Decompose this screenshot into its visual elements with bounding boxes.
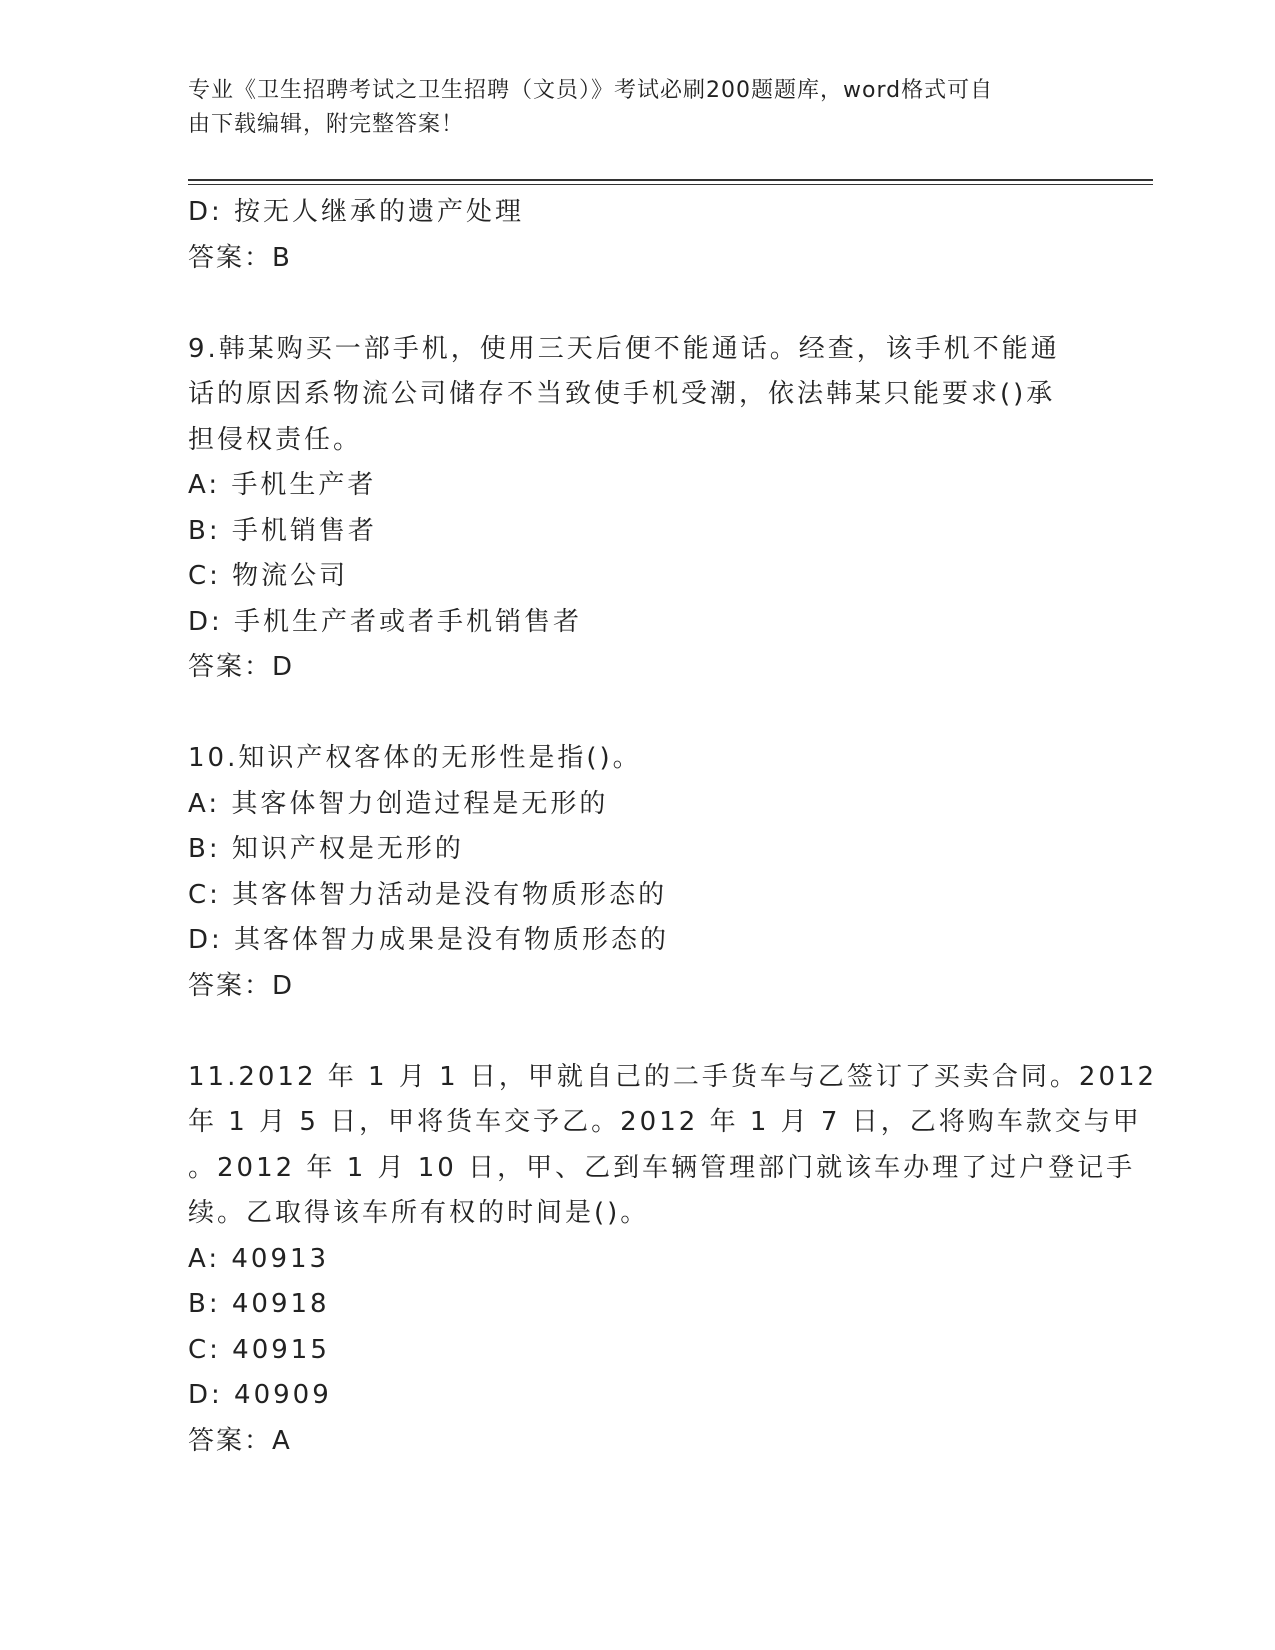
option-a: A: 40913 <box>188 1243 330 1274</box>
answer-line: 答案：A <box>188 1425 292 1456</box>
q8-option-d: D: 按无人继承的遗产处理 <box>188 197 525 227</box>
q8-answer: 答案：B <box>188 242 292 273</box>
answer-line: 答案：D <box>188 970 295 1001</box>
question-stem-line: 。2012 年 1 月 10 日，甲、乙到车辆管理部门就该车办理了过户登记手 <box>188 1152 1136 1183</box>
question-stem-line: 11.2012 年 1 月 1 日，甲就自己的二手货车与乙签订了买卖合同。2012 <box>188 1061 1158 1092</box>
spacer <box>188 281 1088 327</box>
question-block <box>188 1055 1158 1465</box>
option-b: B: 手机销售者 <box>188 515 377 546</box>
question-block <box>188 736 1088 1009</box>
answer-line: 答案：D <box>188 652 295 682</box>
question-stem-line: 10.知识产权客体的无形性是指()。 <box>188 743 642 773</box>
spacer <box>188 1009 1088 1055</box>
option-c: C: 物流公司 <box>188 561 349 591</box>
document-body <box>188 190 1158 1464</box>
option-c: C: 40915 <box>188 1334 330 1365</box>
question-stem-line: 年 1 月 5 日，甲将货车交予乙。2012 年 1 月 7 日，乙将购车款交与甲 <box>188 1107 1142 1137</box>
header-line-1: 专业《卫生招聘考试之卫生招聘（文员）》考试必刷200题题库，word格式可自 <box>188 78 994 103</box>
header-line-2: 由下载编辑，附完整答案！ <box>188 112 465 137</box>
question-stem-line: 话的原因系物流公司储存不当致使手机受潮，依法韩某只能要求()承 <box>188 379 1056 409</box>
header-divider-thin <box>188 184 1153 185</box>
question-block <box>188 327 1088 691</box>
question-stem-line: 续。乙取得该车所有权的时间是()。 <box>188 1198 650 1228</box>
option-d: D: 40909 <box>188 1380 332 1410</box>
option-d: D: 手机生产者或者手机销售者 <box>188 606 583 637</box>
option-c: C: 其客体智力活动是没有物质形态的 <box>188 879 668 910</box>
option-b: B: 知识产权是无形的 <box>188 834 464 864</box>
document-header <box>188 74 1068 142</box>
header-divider-thick <box>188 179 1153 181</box>
question-stem-line: 担侵权责任。 <box>188 424 363 455</box>
option-a: A: 其客体智力创造过程是无形的 <box>188 788 609 819</box>
option-d: D: 其客体智力成果是没有物质形态的 <box>188 925 670 955</box>
option-a: A: 手机生产者 <box>188 470 377 500</box>
option-b: B: 40918 <box>188 1289 330 1319</box>
question-stem-line: 9.韩某购买一部手机，使用三天后便不能通话。经查，该手机不能通 <box>188 333 1060 364</box>
spacer <box>188 691 1088 737</box>
